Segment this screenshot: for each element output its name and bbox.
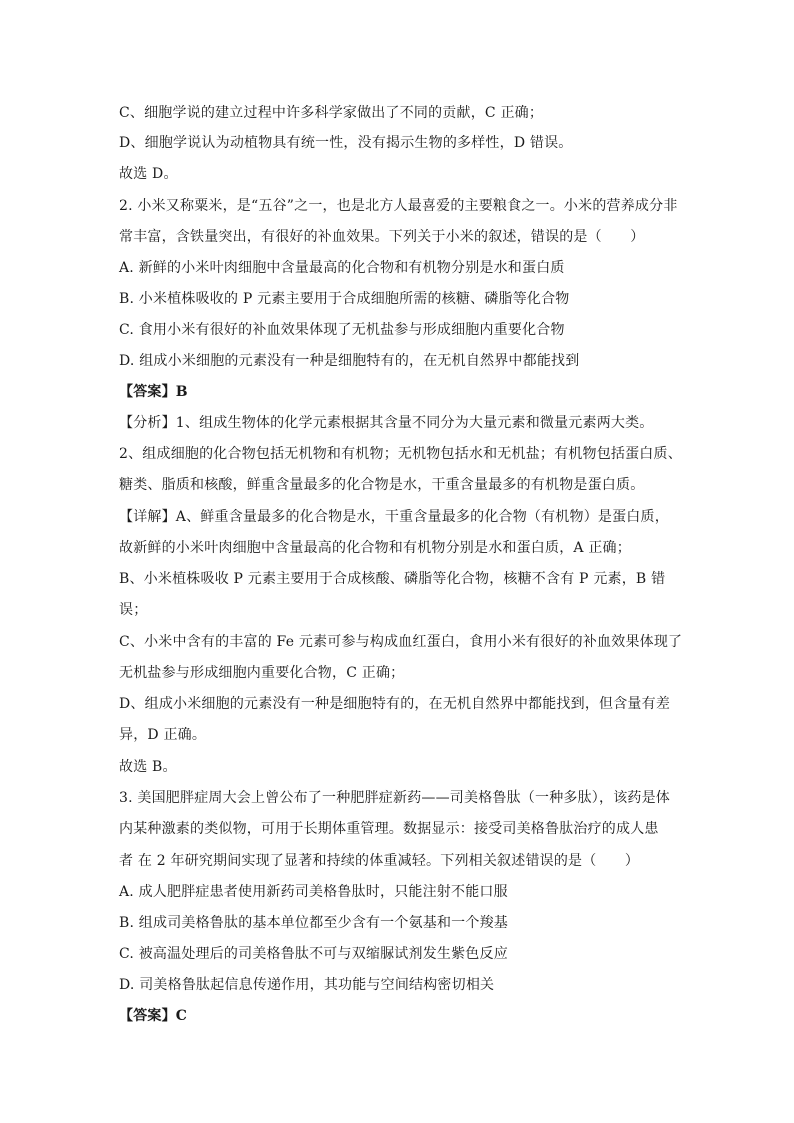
question-3-stem-line-3: 者 在 2 年研究期间实现了显著和持续的体重减轻。下列相关叙述错误的是（ ） bbox=[119, 853, 640, 869]
question-2-option-c: C. 食用小米有很好的补血效果体现了无机盐参与形成细胞内重要化合物 bbox=[119, 322, 565, 338]
question-3-answer: 【答案】C bbox=[119, 1008, 188, 1024]
conclusion-q2: 故选 B。 bbox=[119, 759, 177, 775]
question-2-answer: 【答案】B bbox=[119, 384, 188, 400]
question-2-analysis-line-3: 糖类、脂质和核酸，鲜重含量最多的化合物是水，干重含量最多的有机物是蛋白质。 bbox=[119, 477, 645, 493]
conclusion-q1: 故选 D。 bbox=[119, 166, 178, 182]
question-3-option-b: B. 组成司美格鲁肽的基本单位都至少含有一个氨基和一个羧基 bbox=[119, 915, 508, 931]
question-2-stem-line-2: 常丰富，含铁量突出，有很好的补血效果。下列关于小米的叙述，错误的是（ ） bbox=[119, 229, 645, 245]
question-2-stem-line-1: 2. 小米又称粟米，是“五谷”之一，也是北方人最喜爱的主要粮食之一。小米的营养成分非 bbox=[119, 198, 678, 214]
question-2-detail-line-7: D、组成小米细胞的元素没有一种是细胞特有的，在无机自然界中都能找到，但含量有差 bbox=[119, 696, 671, 712]
question-2-detail-line-2: 故新鲜的小米叶肉细胞中含量最高的化合物和有机物分别是水和蛋白质，A 正确； bbox=[119, 540, 631, 556]
question-3-option-d: D. 司美格鲁肽起信息传递作用，其功能与空间结构密切相关 bbox=[119, 977, 495, 993]
question-2-detail-line-6: 无机盐参与形成细胞内重要化合物，C 正确； bbox=[119, 665, 405, 681]
question-3-stem-line-2: 内某种激素的类似物，可用于长期体重管理。数据显示：接受司美格鲁肽治疗的成人患 bbox=[119, 821, 659, 837]
explanation-option-c: C、细胞学说的建立过程中许多科学家做出了不同的贡献，C 正确； bbox=[119, 105, 544, 121]
question-3-option-a: A. 成人肥胖症患者使用新药司美格鲁肽时，只能注射不能口服 bbox=[119, 884, 508, 900]
question-2-detail-line-3: B、小米植株吸收 P 元素主要用于合成核酸、磷脂等化合物，核糖不含有 P 元素，B 错 bbox=[119, 571, 666, 587]
question-2-option-a: A. 新鲜的小米叶肉细胞中含量最高的化合物和有机物分别是水和蛋白质 bbox=[119, 260, 565, 276]
question-2-option-d: D. 组成小米细胞的元素没有一种是细胞特有的，在无机自然界中都能找到 bbox=[119, 353, 580, 369]
question-2-detail-line-8: 异，D 正确。 bbox=[119, 727, 207, 743]
question-2-detail-line-5: C、小米中含有的丰富的 Fe 元素可参与构成血红蛋白，食用小米有很好的补血效果体现了 bbox=[119, 634, 683, 650]
question-3-option-c: C. 被高温处理后的司美格鲁肽不可与双缩脲试剂发生紫色反应 bbox=[119, 946, 508, 962]
question-2-analysis-line-1: 【分析】1、组成生物体的化学元素根据其含量不同分为大量元素和微量元素两大类。 bbox=[119, 415, 654, 431]
question-2-detail-line-1: 【详解】A、鲜重含量最多的化合物是水，干重含量最多的化合物（有机物）是蛋白质， bbox=[119, 509, 669, 525]
question-3-stem-line-1: 3. 美国肥胖症周大会上曾公布了一种肥胖症新药——司美格鲁肽（一种多肽），该药是体 bbox=[119, 790, 671, 806]
question-2-analysis-line-2: 2、组成细胞的化合物包括无机物和有机物；无机物包括水和无机盐；有机物包括蛋白质、 bbox=[119, 446, 682, 462]
explanation-option-d: D、细胞学说认为动植物具有统一性，没有揭示生物的多样性，D 错误。 bbox=[119, 135, 573, 151]
question-2-option-b: B. 小米植株吸收的 P 元素主要用于合成细胞所需的核糖、磷脂等化合物 bbox=[119, 291, 570, 307]
question-2-detail-line-4: 误； bbox=[119, 602, 148, 618]
